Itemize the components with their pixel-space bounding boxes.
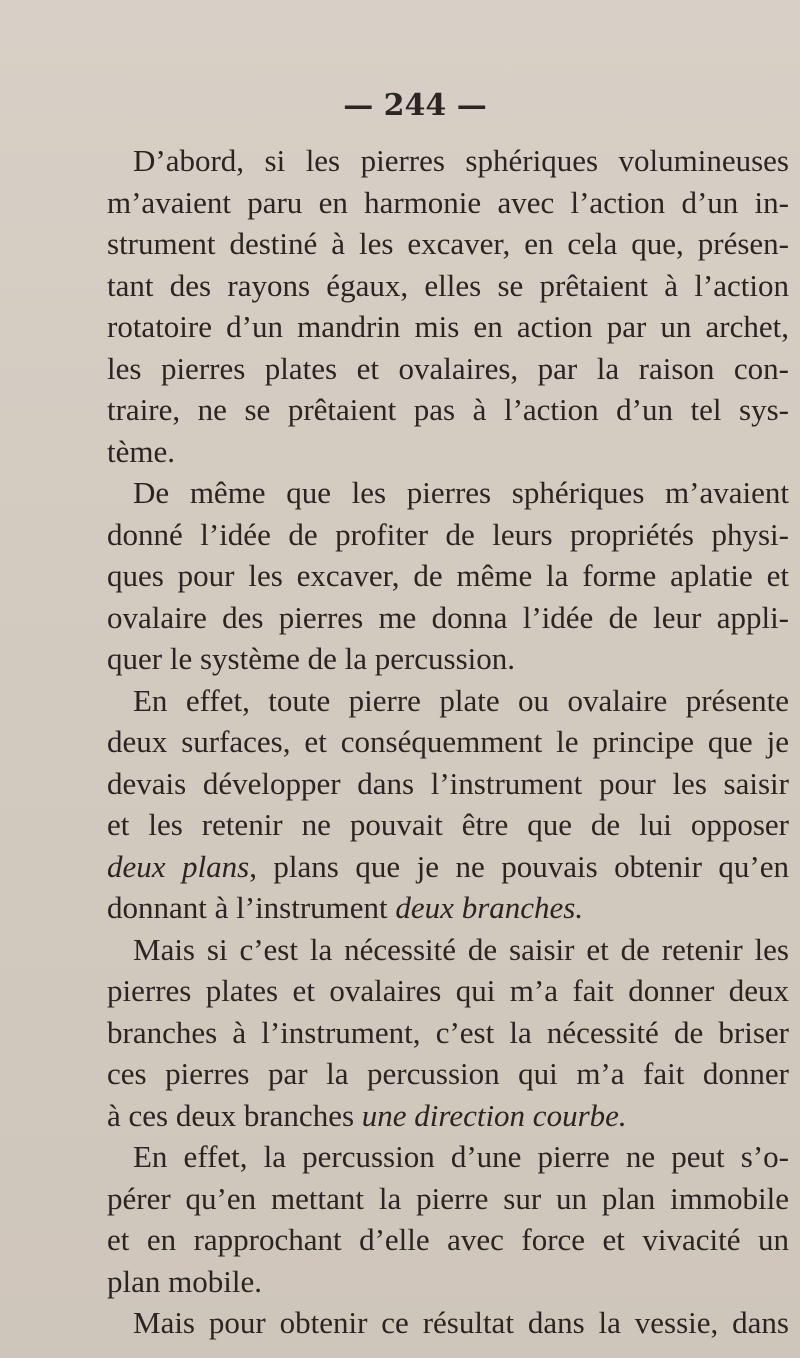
text-line <box>107 680 789 722</box>
line-text: branches à l’instrument, c’est la nécessité de briser <box>107 1014 789 1050</box>
line-text: deux surfaces, et conséquemment le principe que je <box>107 724 789 759</box>
italic-phrase: une direction courbe. <box>361 1097 627 1133</box>
line-text: quer le système de la percussion. <box>107 641 516 676</box>
line-text: rotatoire d’un mandrin mis en action par un archet, <box>107 309 789 344</box>
text-line <box>107 929 789 971</box>
line-text: donnant à l’instrument <box>107 890 396 925</box>
text-line <box>107 348 789 390</box>
italic-phrase: deux branches. <box>395 890 584 925</box>
text-line <box>107 1095 789 1137</box>
line-text: et les retenir ne pouvait être que de lui opposer <box>107 807 789 842</box>
line-text: pierres plates et ovalaires qui m’a fait donner deux <box>107 973 789 1008</box>
line-text: pérer qu’en mettant la pierre sur un plan immobile <box>107 1180 789 1216</box>
line-text: tant des rayons égaux, elles se prêtaient à l’action <box>107 267 789 303</box>
text-line <box>107 223 789 265</box>
text-line <box>107 1012 789 1054</box>
line-text: , plans que je ne pouvais obtenir qu’en <box>249 848 789 884</box>
line-text: strument destiné à les excaver, en cela que, présen- <box>107 226 789 261</box>
text-line <box>107 265 789 307</box>
line-text: ques pour les excaver, de même la forme aplatie et <box>107 558 789 593</box>
line-text: donné l’idée de profiter de leurs propriétés physi- <box>107 516 789 552</box>
text-line <box>107 389 789 431</box>
text-line <box>107 887 789 929</box>
line-text: D’abord, si les pierres sphériques volumineuses <box>133 143 789 178</box>
line-text: à ces deux branches <box>107 1097 362 1133</box>
line-text: tème. <box>107 433 175 469</box>
text-line <box>107 721 789 763</box>
text-line <box>107 514 789 556</box>
line-text: et en rapprochant d’elle avec force et vivacité un <box>107 1222 789 1257</box>
line-text: les pierres plates et ovalaires, par la raison con- <box>107 350 789 386</box>
text-line <box>107 182 789 224</box>
text-line <box>107 763 789 805</box>
text-line <box>107 472 789 514</box>
line-text: plan mobile. <box>107 1263 262 1299</box>
text-line <box>107 638 789 680</box>
line-text: traire, ne se prêtaient pas à l’action d’un tel sys- <box>107 392 789 427</box>
line-text: devais développer dans l’instrument pour les saisir <box>107 765 789 801</box>
text-line <box>107 431 789 473</box>
text-line <box>107 555 789 597</box>
text-line <box>107 1219 789 1261</box>
text-line <box>107 306 789 348</box>
text-line <box>107 970 789 1012</box>
text-line <box>107 804 789 846</box>
line-text: ovalaire des pierres me donna l’idée de leur appli- <box>107 599 789 635</box>
text-line <box>107 1178 789 1220</box>
text-line <box>107 597 789 639</box>
line-text: ces pierres par la percussion qui m’a fait donner <box>107 1056 789 1091</box>
text-line <box>107 846 789 888</box>
text-line <box>107 140 789 182</box>
page-number: — 244 — <box>343 88 487 123</box>
text-line <box>107 1136 789 1178</box>
line-text: En effet, la percussion d’une pierre ne peut s’o- <box>133 1139 789 1174</box>
line-text: En effet, toute pierre plate ou ovalaire présente <box>133 682 789 718</box>
line-text: Mais pour obtenir ce résultat dans la vessie, dans <box>133 1305 789 1340</box>
body-text <box>107 140 789 1344</box>
line-text: m’avaient paru en harmonie avec l’action d’un in- <box>107 184 789 220</box>
line-text: De même que les pierres sphériques m’avaient <box>133 475 789 510</box>
text-line <box>107 1053 789 1095</box>
text-line <box>107 1302 789 1344</box>
italic-phrase: deux plans <box>107 848 250 884</box>
line-text: Mais si c’est la nécessité de saisir et de retenir les <box>133 931 789 967</box>
text-line <box>107 1261 789 1303</box>
